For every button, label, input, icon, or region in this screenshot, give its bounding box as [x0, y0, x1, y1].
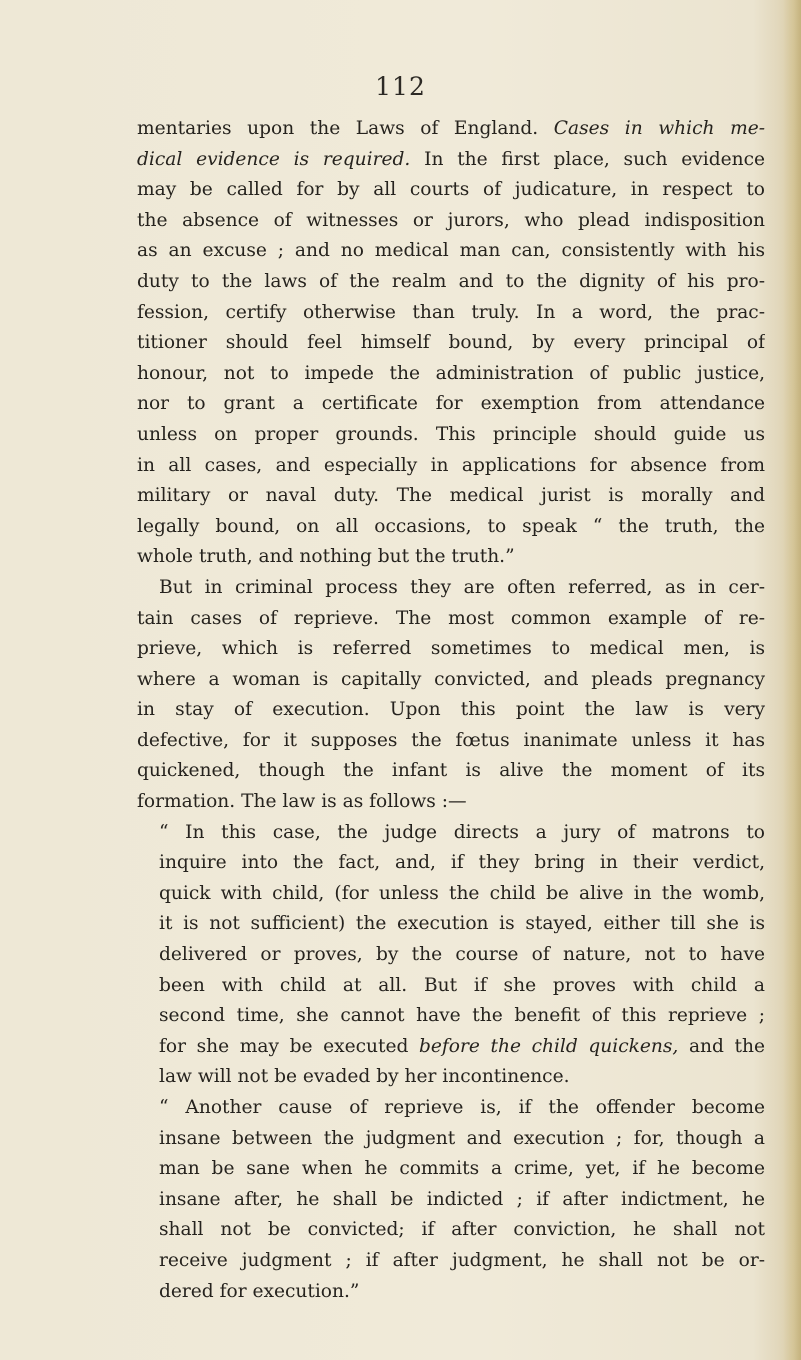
text-line: But in criminal process they are often referred, as in cer- [159, 576, 765, 598]
text-line: shall not be convicted; if after conviction, he shall not [159, 1219, 765, 1241]
body-text [137, 114, 765, 1307]
text-line: it is not sufficient) the execution is stayed, either till she is [159, 913, 765, 935]
text-line: in stay of execution. Upon this point the law is very [137, 699, 765, 721]
text-line: dical evidence is required. In the first place, such evidence [137, 148, 765, 170]
text-line: titioner should feel himself bound, by every principal of [137, 332, 765, 354]
text-line: insane between the judgment and execution ; for, though a [159, 1127, 765, 1149]
page-number: 112 [375, 72, 426, 101]
text-line: “ In this case, the judge directs a jury of matrons to [159, 821, 765, 843]
text-line: unless on proper grounds. This principle should guide us [137, 423, 765, 445]
text-line: prieve, which is referred sometimes to medical men, is [137, 638, 765, 660]
text-line: duty to the laws of the realm and to the dignity of his pro- [137, 270, 765, 292]
text-line: second time, she cannot have the benefit of this reprieve ; [159, 1005, 765, 1027]
text-line: insane after, he shall be indicted ; if after indictment, he [159, 1188, 765, 1210]
text-line: where a woman is capitally convicted, and pleads pregnancy [137, 668, 765, 690]
text-line: receive judgment ; if after judgment, he shall not be or- [159, 1249, 765, 1271]
text-line: inquire into the fact, and, if they bring in their verdict, [159, 852, 765, 874]
text-line: legally bound, on all occasions, to speak “ the truth, the [137, 515, 765, 537]
text-line: formation. The law is as follows :— [137, 791, 467, 813]
text-line: honour, not to impede the administration of public justice, [137, 362, 765, 384]
text-line: defective, for it supposes the fœtus inanimate unless it has [137, 729, 765, 751]
page-edge-shadow [783, 0, 801, 1360]
text-line: the absence of witnesses or jurors, who plead indisposition [137, 209, 765, 231]
text-line: quick with child, (for unless the child be alive in the womb, [159, 882, 765, 904]
text-line: nor to grant a certificate for exemption from attendance [137, 393, 765, 415]
text-line: man be sane when he commits a crime, yet, if he become [159, 1158, 765, 1180]
text-line: “ Another cause of reprieve is, if the offender become [159, 1097, 765, 1118]
text-line: law will not be evaded by her incontinence. [159, 1066, 570, 1088]
text-line: may be called for by all courts of judicature, in respect to [137, 179, 765, 201]
text-line: as an excuse ; and no medical man can, consistently with his [137, 240, 765, 262]
text-line: delivered or proves, by the course of nature, not to have [159, 944, 765, 966]
text-line: been with child at all. But if she proves with child a [159, 974, 765, 996]
text-line: mentaries upon the Laws of England. Cases in which me- [137, 118, 765, 139]
text-line: tain cases of reprieve. The most common example of re- [137, 607, 765, 629]
text-line: fession, certify otherwise than truly. In a word, the prac- [137, 301, 765, 323]
text-line: in all cases, and especially in applications for absence from [137, 454, 765, 476]
text-line: military or naval duty. The medical jurist is morally and [137, 485, 765, 507]
text-line: dered for execution.” [159, 1280, 360, 1302]
text-line: quickened, though the infant is alive the moment of its [137, 760, 765, 782]
text-line: for she may be executed before the child quickens, and the [159, 1035, 765, 1057]
text-line: whole truth, and nothing but the truth.” [137, 546, 515, 568]
